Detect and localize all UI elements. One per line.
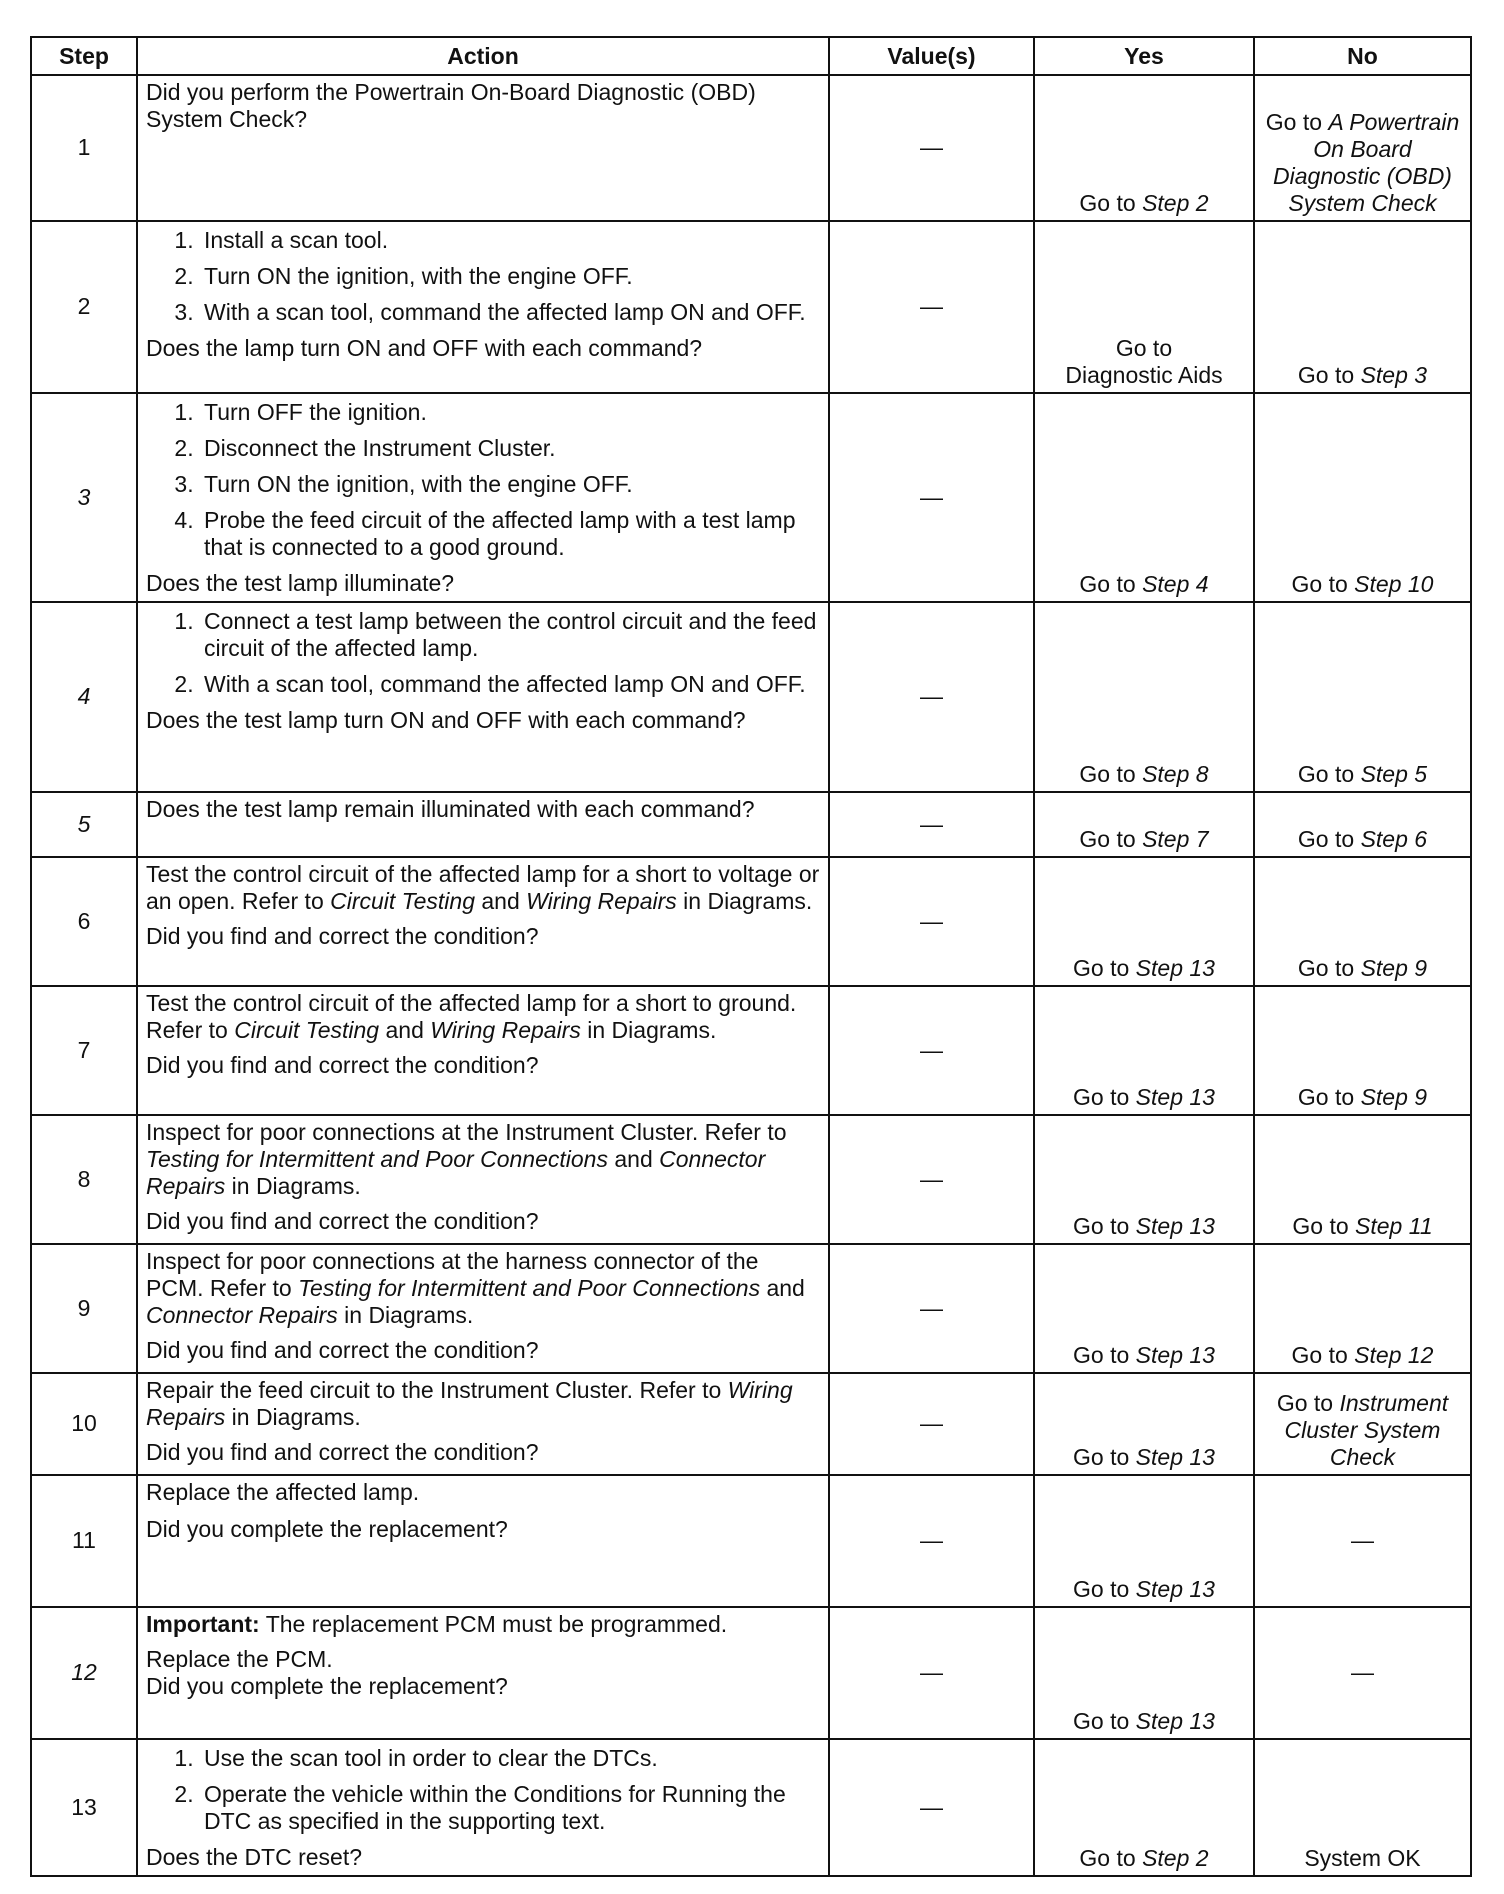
yes-link[interactable]: Step 13 xyxy=(1135,1342,1215,1368)
step-list xyxy=(146,608,820,698)
yes-cell: Go to Step 2 xyxy=(1034,1739,1254,1876)
step-number: 6 xyxy=(31,857,137,986)
list-item: 2. Disconnect the Instrument Cluster. xyxy=(200,435,820,462)
no-link[interactable]: Step 5 xyxy=(1360,761,1428,787)
no-link[interactable]: Step 9 xyxy=(1360,955,1428,981)
question-text: Does the test lamp illuminate? xyxy=(146,570,455,596)
yes-cell: Go to Step 2 xyxy=(1034,75,1254,221)
table-row xyxy=(31,602,1471,792)
no-cell: Go to Step 9 xyxy=(1254,857,1471,986)
no-link[interactable]: Step 3 xyxy=(1360,362,1428,388)
question-text: Does the DTC reset? xyxy=(146,1844,363,1870)
yes-cell: Go to Step 13 xyxy=(1034,1607,1254,1739)
value-cell: — xyxy=(829,1475,1034,1607)
question-text: Did you complete the replacement? xyxy=(146,1673,508,1699)
yes-cell: Go to Step 13 xyxy=(1034,1115,1254,1244)
diagnostic-table xyxy=(30,36,1472,1877)
instruction-text: Inspect for poor connections at the Instrument Cluster. Refer to Testing for Intermittent and Poor Connections and Connector Repairs in Diagrams. xyxy=(146,1119,787,1199)
yes-link[interactable]: Step 13 xyxy=(1135,1708,1215,1734)
no-link[interactable]: Step 11 xyxy=(1355,1213,1433,1239)
value-cell: — xyxy=(829,75,1034,221)
table-row xyxy=(31,1115,1471,1244)
yes-link[interactable]: Step 4 xyxy=(1142,571,1209,597)
yes-cell: Go to Step 13 xyxy=(1034,857,1254,986)
question-text: Did you find and correct the condition? xyxy=(146,923,539,949)
value-cell: — xyxy=(829,1739,1034,1876)
list-item: 1. Install a scan tool. xyxy=(200,227,820,254)
header-no: No xyxy=(1254,37,1471,75)
yes-cell: Go to Step 4 xyxy=(1034,393,1254,602)
question-text: Did you complete the replacement? xyxy=(146,1516,508,1542)
action-cell xyxy=(137,1607,829,1739)
table-row xyxy=(31,1739,1471,1876)
action-cell xyxy=(137,221,829,393)
step-number: 8 xyxy=(31,1115,137,1244)
action-cell xyxy=(137,986,829,1115)
table-row xyxy=(31,1244,1471,1373)
table-row xyxy=(31,393,1471,602)
step-number: 2 xyxy=(31,221,137,393)
step-number: 10 xyxy=(31,1373,137,1475)
action-cell xyxy=(137,1373,829,1475)
instruction-text: Repair the feed circuit to the Instrument Cluster. Refer to Wiring Repairs in Diagrams. xyxy=(146,1377,793,1430)
question-text: Did you find and correct the condition? xyxy=(146,1208,539,1234)
header-row xyxy=(31,37,1471,75)
action-cell xyxy=(137,75,829,221)
no-cell: Go to Step 5 xyxy=(1254,602,1471,792)
table-row xyxy=(31,1475,1471,1607)
yes-cell: Go to Step 7 xyxy=(1034,792,1254,857)
value-cell: — xyxy=(829,1607,1034,1739)
yes-link[interactable]: Step 13 xyxy=(1135,955,1215,981)
table-row xyxy=(31,1373,1471,1475)
instruction-text: Test the control circuit of the affected lamp for a short to voltage or an open. Refer to Circuit Testing and Wiring Repairs in Diagrams. xyxy=(146,861,820,914)
value-cell: — xyxy=(829,221,1034,393)
no-cell: System OK xyxy=(1254,1739,1471,1876)
header-step: Step xyxy=(31,37,137,75)
action-cell xyxy=(137,1244,829,1373)
value-cell: — xyxy=(829,792,1034,857)
header-yes: Yes xyxy=(1034,37,1254,75)
question-text: Did you find and correct the condition? xyxy=(146,1052,539,1078)
no-cell: Go to Step 9 xyxy=(1254,986,1471,1115)
no-cell: Go to Step 6 xyxy=(1254,792,1471,857)
table-row xyxy=(31,986,1471,1115)
question-text: Did you find and correct the condition? xyxy=(146,1337,539,1363)
no-cell: Go to Step 11 xyxy=(1254,1115,1471,1244)
no-link[interactable]: Step 12 xyxy=(1354,1342,1434,1368)
instruction-text: Test the control circuit of the affected lamp for a short to ground. Refer to Circuit Testing and Wiring Repairs in Diagrams. xyxy=(146,990,797,1043)
instruction-text: Inspect for poor connections at the harness connector of the PCM. Refer to Testing for Intermittent and Poor Connections and Connector Repairs in Diagrams. xyxy=(146,1248,805,1328)
list-item: 2. Operate the vehicle within the Conditions for Running the DTC as specified in the supporting text. xyxy=(200,1781,820,1835)
action-cell xyxy=(137,1475,829,1607)
table-row xyxy=(31,857,1471,986)
instruction-text: Replace the affected lamp. xyxy=(146,1479,420,1505)
action-cell xyxy=(137,792,829,857)
step-number: 9 xyxy=(31,1244,137,1373)
table-row xyxy=(31,792,1471,857)
step-number: 12 xyxy=(31,1607,137,1739)
value-cell: — xyxy=(829,986,1034,1115)
value-cell: — xyxy=(829,1373,1034,1475)
value-cell: — xyxy=(829,393,1034,602)
question-text: Does the test lamp remain illuminated with each command? xyxy=(146,796,755,822)
step-number: 3 xyxy=(31,393,137,602)
action-cell xyxy=(137,602,829,792)
yes-link[interactable]: Step 8 xyxy=(1142,761,1209,787)
question-text: Did you find and correct the condition? xyxy=(146,1439,539,1465)
step-list xyxy=(146,227,820,326)
step-number: 4 xyxy=(31,602,137,792)
value-cell: — xyxy=(829,1244,1034,1373)
no-link[interactable]: Step 6 xyxy=(1360,826,1428,852)
list-item: 3. Turn ON the ignition, with the engine OFF. xyxy=(200,471,820,498)
question-text: Does the lamp turn ON and OFF with each command? xyxy=(146,335,703,361)
list-item: 1. Connect a test lamp between the control circuit and the feed circuit of the affected lamp. xyxy=(200,608,820,662)
yes-cell: Go to Step 13 xyxy=(1034,1244,1254,1373)
action-cell xyxy=(137,1115,829,1244)
list-item: 4. Probe the feed circuit of the affected lamp with a test lamp that is connected to a good ground. xyxy=(200,507,820,561)
header-action: Action xyxy=(137,37,829,75)
question-text: Does the test lamp turn ON and OFF with each command? xyxy=(146,707,746,733)
step-number: 5 xyxy=(31,792,137,857)
list-item: 2. With a scan tool, command the affected lamp ON and OFF. xyxy=(200,671,820,698)
no-cell: — xyxy=(1254,1607,1471,1739)
no-cell: — xyxy=(1254,1475,1471,1607)
yes-link[interactable]: Step 7 xyxy=(1142,826,1209,852)
no-link[interactable]: Step 10 xyxy=(1354,571,1434,597)
yes-link[interactable]: Step 2 xyxy=(1142,1845,1209,1871)
no-cell: Go to Instrument Cluster System Check xyxy=(1254,1373,1471,1475)
action-cell xyxy=(137,393,829,602)
value-cell: — xyxy=(829,602,1034,792)
table-row xyxy=(31,221,1471,393)
step-list xyxy=(146,1745,820,1835)
no-cell: Go to Step 10 xyxy=(1254,393,1471,602)
step-number: 1 xyxy=(31,75,137,221)
step-number: 11 xyxy=(31,1475,137,1607)
important-note: Important: The replacement PCM must be programmed. xyxy=(146,1611,728,1637)
yes-link[interactable]: Step 2 xyxy=(1142,190,1209,216)
no-link[interactable]: A Powertrain On Board Diagnostic (OBD) System Check xyxy=(1273,109,1460,216)
diagnostic-table-sheet xyxy=(30,36,1470,1877)
value-cell: — xyxy=(829,1115,1034,1244)
instruction-text: Replace the PCM. xyxy=(146,1646,333,1672)
no-link[interactable]: Instrument Cluster System Check xyxy=(1284,1390,1449,1470)
yes-cell: Go to Step 13 xyxy=(1034,1373,1254,1475)
action-cell xyxy=(137,1739,829,1876)
value-cell: — xyxy=(829,857,1034,986)
step-list xyxy=(146,399,820,561)
header-values: Value(s) xyxy=(829,37,1034,75)
table-row xyxy=(31,75,1471,221)
no-cell: Go to Step 12 xyxy=(1254,1244,1471,1373)
yes-link[interactable]: Step 13 xyxy=(1135,1576,1215,1602)
list-item: 3. With a scan tool, command the affected lamp ON and OFF. xyxy=(200,299,820,326)
yes-cell: Go to Step 13 xyxy=(1034,986,1254,1115)
yes-cell: Go to Step 8 xyxy=(1034,602,1254,792)
yes-link[interactable]: Step 13 xyxy=(1135,1213,1215,1239)
list-item: 1. Use the scan tool in order to clear the DTCs. xyxy=(200,1745,820,1772)
step-number: 7 xyxy=(31,986,137,1115)
yes-link[interactable]: Step 13 xyxy=(1135,1084,1215,1110)
no-cell: Go to Step 3 xyxy=(1254,221,1471,393)
no-cell: Go to A Powertrain On Board Diagnostic (OBD) System Check xyxy=(1254,75,1471,221)
list-item: 2. Turn ON the ignition, with the engine OFF. xyxy=(200,263,820,290)
table-row xyxy=(31,1607,1471,1739)
no-link[interactable]: Step 9 xyxy=(1360,1084,1428,1110)
yes-cell: Go to Step 13 xyxy=(1034,1475,1254,1607)
question-text: Did you perform the Powertrain On-Board Diagnostic (OBD) System Check? xyxy=(146,79,756,132)
list-item: 1. Turn OFF the ignition. xyxy=(200,399,820,426)
yes-link[interactable]: Step 13 xyxy=(1135,1444,1215,1470)
yes-link[interactable]: Diagnostic Aids xyxy=(1065,362,1223,388)
step-number: 13 xyxy=(31,1739,137,1876)
yes-cell: Go to Diagnostic Aids xyxy=(1034,221,1254,393)
action-cell xyxy=(137,857,829,986)
